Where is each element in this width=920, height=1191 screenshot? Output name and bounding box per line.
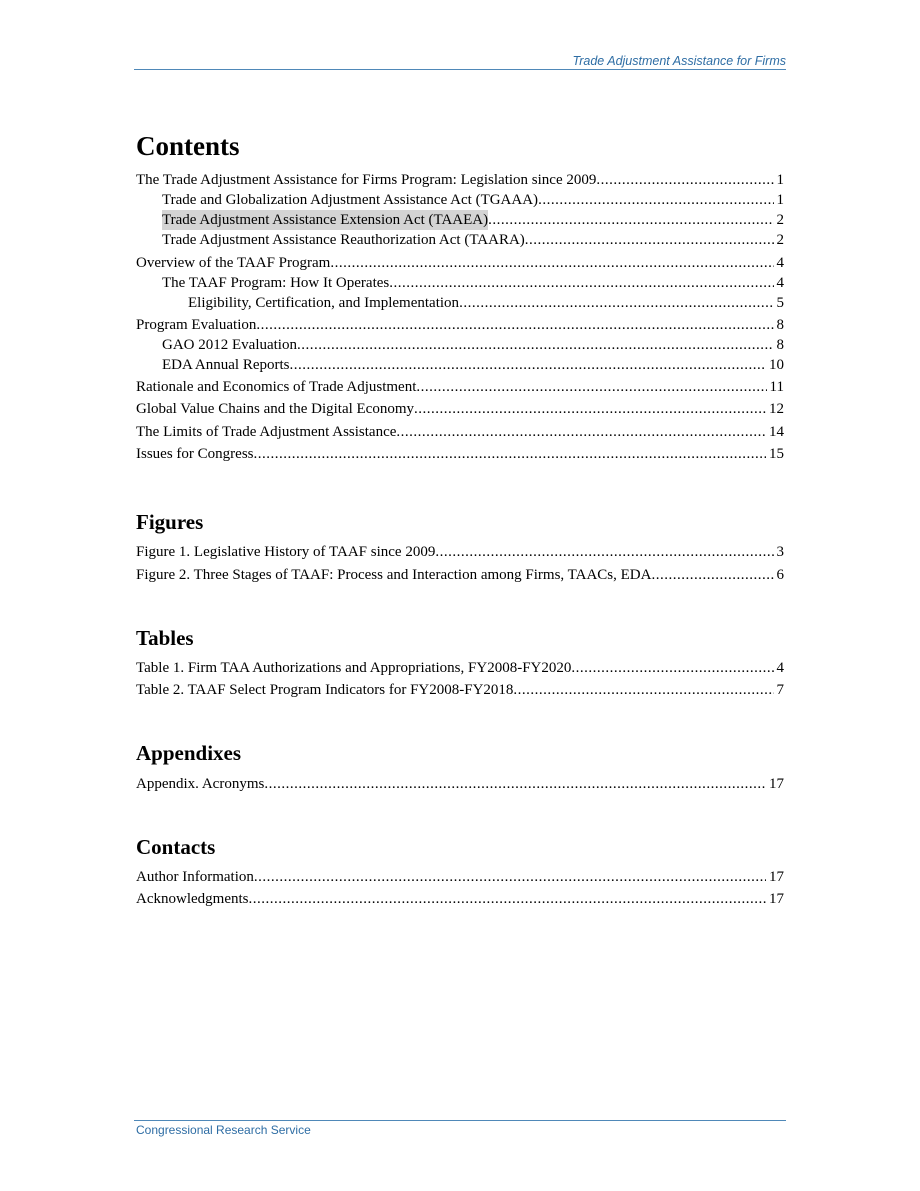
toc-entry-label: The Limits of Trade Adjustment Assistance <box>136 423 397 440</box>
toc-page-number: 1 <box>776 192 784 209</box>
running-header: Trade Adjustment Assistance for Firms <box>572 54 786 68</box>
toc-entry-label-highlighted: Trade Adjustment Assistance Extension Act (TAAEA) <box>162 212 489 229</box>
dot-leader <box>538 190 773 210</box>
toc-entry-taaea[interactable] <box>136 210 784 230</box>
toc-entry-overview[interactable] <box>136 253 784 273</box>
dot-leader <box>256 315 773 335</box>
toc-page-number: 8 <box>776 336 784 353</box>
table-of-contents <box>136 120 784 909</box>
toc-entry-label: Trade Adjustment Assistance Reauthorization Act (TAARA) <box>162 232 525 249</box>
contents-heading: Contents <box>136 131 240 161</box>
dot-leader <box>396 422 766 442</box>
dot-leader <box>488 210 773 230</box>
toc-page-number: 12 <box>769 401 784 418</box>
dot-leader <box>264 774 766 794</box>
dot-leader <box>513 680 773 700</box>
section-spacer <box>136 464 784 504</box>
toc-entry-label: Figure 1. Legislative History of TAAF since 2009 <box>136 544 436 561</box>
toc-entry-author-information[interactable] <box>136 867 784 887</box>
dot-leader <box>459 293 773 313</box>
dot-leader <box>525 230 774 250</box>
dot-leader <box>330 253 773 273</box>
dot-leader <box>290 355 767 375</box>
dot-leader <box>254 444 767 464</box>
figures-heading: Figures <box>136 510 204 535</box>
dot-leader <box>248 889 766 909</box>
dot-leader <box>389 273 773 293</box>
toc-entry-label: EDA Annual Reports <box>162 356 290 373</box>
footer-publisher: Congressional Research Service <box>136 1123 311 1137</box>
toc-page-number: 10 <box>769 356 784 373</box>
toc-entry-issues[interactable] <box>136 444 784 464</box>
toc-entry-label: Trade and Globalization Adjustment Assistance Act (TGAAA) <box>162 192 539 209</box>
toc-entry-label: Overview of the TAAF Program <box>136 254 331 271</box>
toc-entry-label: Figure 2. Three Stages of TAAF: Process and Interaction among Firms, TAACs, EDA <box>136 566 652 583</box>
contacts-list <box>136 867 784 909</box>
toc-page-number: 2 <box>776 212 784 229</box>
toc-entry-label: The TAAF Program: How It Operates <box>162 274 390 291</box>
toc-page-number: 1 <box>776 172 784 189</box>
toc-entry-eligibility[interactable] <box>136 293 784 313</box>
toc-entry-label: Appendix. Acronyms <box>136 775 265 792</box>
dot-leader <box>297 335 774 355</box>
toc-entry-label: Acknowledgments <box>136 891 249 908</box>
appendixes-list <box>136 774 784 794</box>
section-spacer <box>136 700 784 735</box>
toc-entry-limits[interactable] <box>136 422 784 442</box>
appendixes-heading: Appendixes <box>136 741 242 766</box>
toc-entry-rationale[interactable] <box>136 377 784 397</box>
toc-entry-label: Rationale and Economics of Trade Adjustment <box>136 379 417 396</box>
toc-page-number: 4 <box>776 274 784 291</box>
toc-page-number: 17 <box>769 891 784 908</box>
contacts-heading: Contacts <box>136 834 216 859</box>
toc-page-number: 6 <box>776 566 784 583</box>
toc-entry-tgaaa[interactable] <box>136 190 784 210</box>
dot-leader <box>254 867 766 887</box>
toc-entry-program-evaluation[interactable] <box>136 315 784 335</box>
dot-leader <box>596 170 773 190</box>
toc-entry-label: Table 2. TAAF Select Program Indicators for FY2008-FY2018 <box>136 682 514 699</box>
section-spacer <box>136 585 784 620</box>
toc-entry-table-2[interactable] <box>136 680 784 700</box>
toc-entry-figure-2[interactable] <box>136 565 784 585</box>
toc-page-number: 4 <box>776 254 784 271</box>
dot-leader <box>571 658 773 678</box>
toc-entry-table-1[interactable] <box>136 658 784 678</box>
toc-entry-global-value-chains[interactable] <box>136 399 784 419</box>
header-rule <box>134 69 786 70</box>
tables-heading: Tables <box>136 625 194 650</box>
toc-entry-label: GAO 2012 Evaluation <box>162 336 297 353</box>
dot-leader <box>414 399 766 419</box>
toc-entry-acknowledgments[interactable] <box>136 889 784 909</box>
dot-leader <box>651 565 773 585</box>
dot-leader <box>416 377 766 397</box>
toc-entry-eda-reports[interactable] <box>136 355 784 375</box>
toc-entry-how-it-operates[interactable] <box>136 273 784 293</box>
toc-page-number: 17 <box>769 775 784 792</box>
toc-entry-taara[interactable] <box>136 230 784 250</box>
toc-page-number: 4 <box>776 659 784 676</box>
toc-entry-label: Issues for Congress <box>136 446 254 463</box>
toc-page-number: 3 <box>776 544 784 561</box>
toc-page-number: 5 <box>776 294 784 311</box>
toc-entry-label: The Trade Adjustment Assistance for Firms Program: Legislation since 2009 <box>136 172 597 189</box>
toc-entry-label: Eligibility, Certification, and Implementation <box>188 294 460 311</box>
toc-page-number: 15 <box>769 446 784 463</box>
toc-entry-label: Global Value Chains and the Digital Economy <box>136 401 415 418</box>
toc-page-number: 7 <box>776 682 784 699</box>
toc-page-number: 17 <box>769 868 784 885</box>
toc-entry-figure-1[interactable] <box>136 542 784 562</box>
toc-page-number: 8 <box>776 316 784 333</box>
section-spacer <box>136 794 784 829</box>
toc-entry-label: Table 1. Firm TAA Authorizations and Appropriations, FY2008-FY2020 <box>136 659 572 676</box>
toc-entry-gao-evaluation[interactable] <box>136 335 784 355</box>
toc-page-number: 11 <box>769 379 784 396</box>
footer-rule <box>134 1120 786 1121</box>
toc-entry-label: Author Information <box>136 868 254 885</box>
toc-entry-appendix-acronyms[interactable] <box>136 774 784 794</box>
toc-entry-legislation[interactable] <box>136 170 784 190</box>
dot-leader <box>435 542 773 562</box>
toc-page-number: 2 <box>776 232 784 249</box>
contents-list <box>136 170 784 464</box>
tables-list <box>136 658 784 700</box>
figures-list <box>136 542 784 584</box>
toc-entry-label: Program Evaluation <box>136 316 257 333</box>
toc-page-number: 14 <box>769 423 784 440</box>
